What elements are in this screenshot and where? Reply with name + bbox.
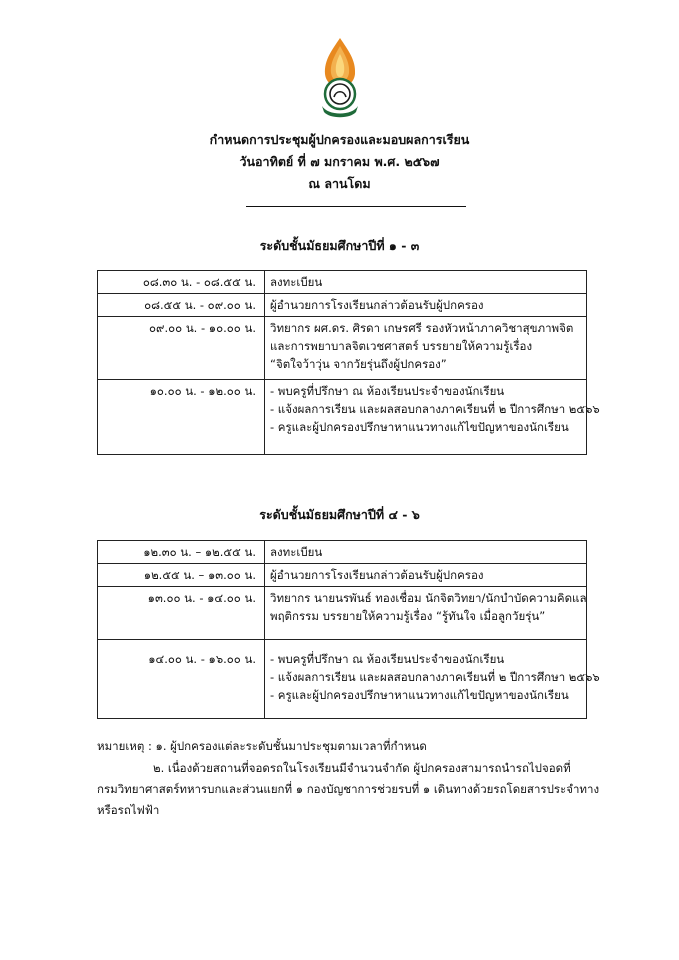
activity-line: ลงทะเบียน	[270, 545, 323, 559]
activity-line: และการพยาบาลจิตเวชศาสตร์ บรรยายให้ความรู้เรื่อง	[270, 339, 533, 353]
table-row	[98, 380, 587, 455]
section1-title: ระดับชั้นมัธยมศึกษาปีที่ ๑ - ๓	[259, 238, 420, 253]
activity-cell	[265, 564, 587, 587]
activity-cell	[265, 380, 600, 455]
time-cell: ๑๐.๐๐ น. - ๑๒.๐๐ น.	[98, 380, 265, 455]
activity-line: พฤติกรรม บรรยายให้ความรู้เรื่อง “รู้ทันใจ เมื่อลูกวัยรุ่น”	[270, 609, 546, 623]
time-cell: ๑๔.๐๐ น. - ๑๖.๐๐ น.	[98, 640, 265, 719]
activity-line: วิทยากร ผศ.ดร. ศิรดา เกษรศรี รองหัวหน้าภาควิชาสุขภาพจิต	[270, 321, 574, 335]
table-row	[98, 541, 587, 564]
activity-line: วิทยากร นายนรพันธ์ ทองเชื่อม นักจิตวิทยา/นักบำบัดความคิดแล	[270, 591, 587, 605]
table-row	[98, 317, 587, 380]
time-cell: ๐๙.๐๐ น. - ๑๐.๐๐ น.	[98, 317, 265, 380]
note-line-1: หมายเหตุ : ๑. ผู้ปกครองแต่ละระดับชั้นมาประชุมตามเวลาที่กำหนด	[97, 739, 427, 753]
activity-cell	[265, 541, 587, 564]
table-row	[98, 564, 587, 587]
activity-line: - พบครูที่ปรึกษา ณ ห้องเรียนประจำของนักเรียน	[270, 384, 505, 398]
document-title: กำหนดการประชุมผู้ปกครองและมอบผลการเรียน	[209, 132, 470, 147]
table-row	[98, 271, 587, 294]
title-divider	[246, 206, 466, 207]
time-cell: ๐๘.๕๕ น. - ๐๙.๐๐ น.	[98, 294, 265, 317]
activity-cell	[265, 640, 600, 719]
note-line-4: หรือรถไฟฟ้า	[97, 803, 160, 817]
note-line-2: ๒. เนื่องด้วยสถานที่จอดรถในโรงเรียนมีจำนวนจำกัด ผู้ปกครองสามารถนำรถไปจอดที่	[153, 761, 571, 775]
activity-line: ลงทะเบียน	[270, 275, 323, 289]
activity-line: - แจ้งผลการเรียน และผลสอบกลางภาคเรียนที่ ๒ ปีการศึกษา ๒๕๖๖	[270, 402, 600, 416]
school-emblem-logo	[318, 36, 362, 120]
time-cell: ๑๒.๓๐ น. – ๑๒.๕๕ น.	[98, 541, 265, 564]
activity-line: “จิตใจว้าวุ่น จากวัยรุ่นถึงผู้ปกครอง”	[270, 357, 447, 371]
activity-line: - ครูและผู้ปกครองปรึกษาหาแนวทางแก้ไขปัญหาของนักเรียน	[270, 688, 569, 702]
document-date: วันอาทิตย์ ที่ ๗ มกราคม พ.ศ. ๒๕๖๗	[239, 154, 440, 169]
activity-line: - พบครูที่ปรึกษา ณ ห้องเรียนประจำของนักเรียน	[270, 652, 505, 666]
table-row	[98, 640, 587, 719]
time-cell: ๑๒.๕๕ น. – ๑๓.๐๐ น.	[98, 564, 265, 587]
note-line-3: กรมวิทยาศาสตร์ทหารบกและส่วนแยกที่ ๑ กองบัญชาการช่วยรบที่ ๑ เดินทางด้วยรถโดยสารประจำทาง	[97, 782, 600, 796]
time-cell: ๐๘.๓๐ น. - ๐๘.๕๕ น.	[98, 271, 265, 294]
activity-line: ผู้อำนวยการโรงเรียนกล่าวต้อนรับผู้ปกครอง	[270, 298, 484, 312]
activity-line: - แจ้งผลการเรียน และผลสอบกลางภาคเรียนที่ ๒ ปีการศึกษา ๒๕๖๖	[270, 670, 600, 684]
section1-schedule-table	[97, 270, 600, 455]
table-row	[98, 587, 587, 640]
activity-cell	[265, 294, 587, 317]
activity-cell	[265, 317, 587, 380]
activity-cell	[265, 587, 587, 640]
document-venue: ณ ลานโดม	[308, 176, 371, 191]
section2-schedule-table	[97, 540, 600, 719]
section2-title: ระดับชั้นมัธยมศึกษาปีที่ ๔ - ๖	[259, 507, 420, 522]
activity-cell	[265, 271, 587, 294]
activity-line: ผู้อำนวยการโรงเรียนกล่าวต้อนรับผู้ปกครอง	[270, 568, 484, 582]
time-cell: ๑๓.๐๐ น. - ๑๔.๐๐ น.	[98, 587, 265, 640]
table-row	[98, 294, 587, 317]
activity-line: - ครูและผู้ปกครองปรึกษาหาแนวทางแก้ไขปัญหาของนักเรียน	[270, 420, 569, 434]
